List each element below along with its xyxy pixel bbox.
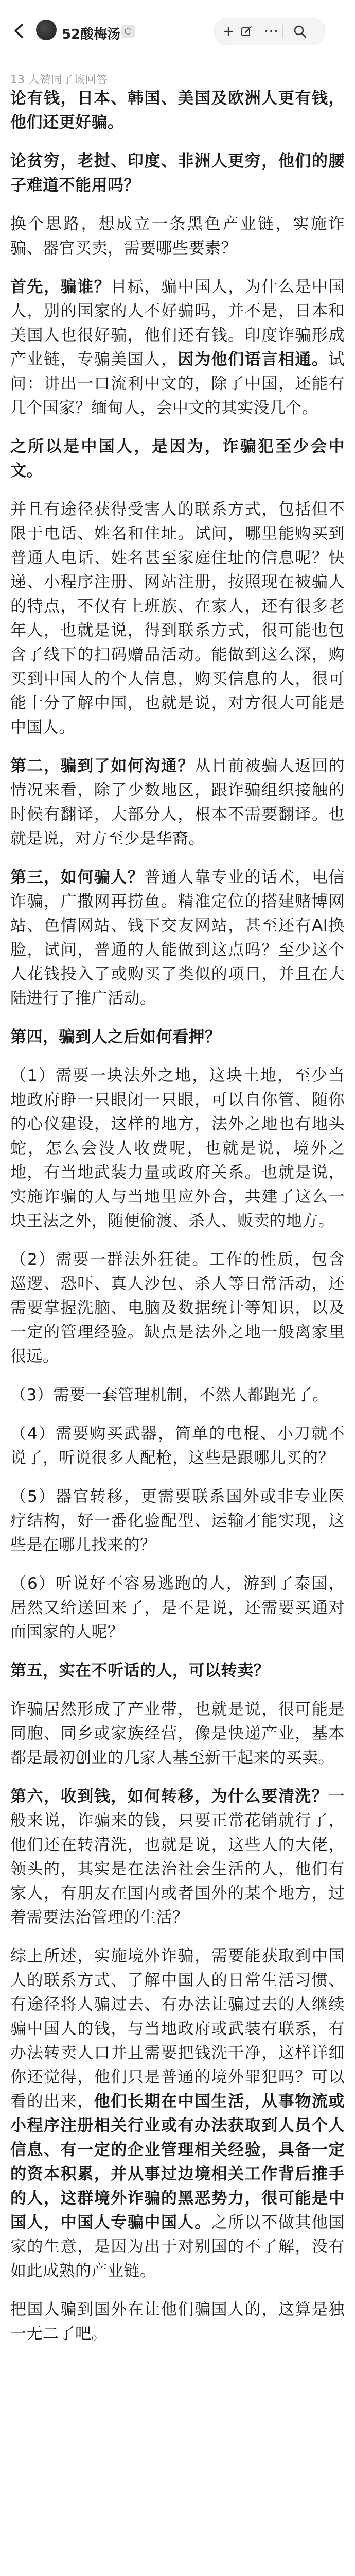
bold-text: 论有钱，日本、韩国、美国及欧洲人更有钱，他们还更好骗。: [10, 89, 345, 132]
answer-paragraph: [10, 1785, 345, 1930]
answer-paragraph: [10, 866, 345, 1011]
body-text: 并且有途径获得受害人的联系方式，包括但不限于电话、姓名和住址。试问，哪里能购买到普通人电话、姓名甚至家庭住址的信息呢？快递、小程序注册、网站注册，按照现在被骗人的特点，不仅有上班族、在家人，还有很多老年人，也就是说，得到联系方式，很可能也包含了线下的扫码赠品活动。能做到这么深，购买到中国人的个人信息，购买信息的人，很可能十分了解中国，也就是说，对方很大可能是中国人。: [10, 500, 345, 737]
author-name[interactable]: 52酸梅汤: [62, 27, 121, 42]
body-text: （6）听说好不容易逃跑的人，游到了泰国，居然又给送回来了，是不是说，还需要买通对面国家的人呢？: [10, 1574, 345, 1641]
more-icon[interactable]: ⋯: [264, 22, 278, 39]
top-bar: [0, 0, 355, 62]
body-text: （3）需要一套管理机制，不然人都跑光了。: [10, 1386, 329, 1404]
answer-paragraph: [10, 435, 345, 483]
body-text: 把国人骗到国外在让他们骗国人的，这算是独一无二了吧。: [10, 2300, 345, 2343]
bold-text: 第六，收到钱，如何转移，为什么要清洗？: [10, 1787, 329, 1806]
body-text: （4）需要购买武器，简单的电棍、小刀就不说了，听说很多人配枪，这些是跟哪儿买的？: [10, 1425, 345, 1467]
answer-paragraph: [10, 1659, 345, 1683]
answer-paragraph: [10, 754, 345, 851]
answer-paragraph: [10, 149, 345, 198]
body-text: 普通人靠专业的话术，电信诈骗，广撒网再捞鱼。精准定位的搭建赌博网站、色情网站、钱下交友网站，甚至还有AI换脸，试问，普通的人能做到这点吗？至少这个人花钱投入了或购买了类似的项目，并且在大陆进行了推广活动。: [10, 868, 345, 1008]
answer-paragraph: [10, 498, 345, 740]
body-text: 综上所述，实施境外诈骗，需要能获取到中国人的联系方式、了解中国人的日常生活习惯、有途径将人骗过去、有办法让骗过去的人继续骗中国人的钱，与当地政府或武装有联系，有办法转卖人口并且需要把钱洗干净，这样详细你还觉得，他们只是普通的境外罪犯吗？可以看的出来，: [10, 1947, 345, 2111]
answer-body: [10, 87, 345, 2361]
body-text: 从目前被骗人返回的情况来看，除了少数地区，跟诈骗组织接触的时候有翻译，大部分人，根本不需要翻译。也就是说，对方至少是华裔。: [10, 757, 345, 848]
body-text: 诈骗居然形成了产业带，也就是说，很可能是同胞、同乡或家族经营，像是快递产业，基本都是最初创业的几家人基至新干起来的买卖。: [10, 1700, 345, 1767]
bold-text: 他们长期在中国生活，从事物流或小程序注册相关行业或有办法获取到人员个人信息、有一定的企业管理相关经验，具备一定的资本积累，并从事过边境相关工作背后推手的人，这群境外诈骗的黑恶势力，很可能是中国人，中国人专骗中国人。: [10, 2092, 345, 2232]
answer-paragraph: [10, 1248, 345, 1369]
body-text: （2）需要一群法外狂徒。工作的性质，包含巡逻、恐吓、真人沙包、杀人等日常活动，还需要掌握洗脑、电脑及数据统计等知识，以及一定的管理经验。缺点是法外之地一般离家里很远。: [10, 1250, 345, 1366]
bold-text: 之所以是中国人，是因为，诈骗犯至少会中文。: [10, 437, 345, 480]
upvote-count: 13 人赞同了该回答: [10, 74, 108, 87]
bold-text: 第四，骗到人之后如何看押？: [10, 1028, 221, 1046]
bold-text: 第二，骗到了如何沟通？: [10, 757, 195, 775]
search-icon[interactable]: [293, 24, 307, 39]
action-capsule: [214, 18, 325, 45]
answer-paragraph: [10, 1383, 345, 1408]
body-text: 目标，骗中国人，为什么是中国人，别的国家的人不好骗吗，并不是，日本和美国人也很好骗，他们还有钱。印度诈骗形成产业链，专骗美国人，: [10, 278, 345, 369]
back-arrow-icon[interactable]: [9, 21, 30, 41]
answer-paragraph: [10, 1422, 345, 1470]
body-text: 一般来说，诈骗来的钱，只要正常花销就行了，他们还在转清洗，也就是说，这些人的大佬，领头的，其实是在法治社会生活的人，他们有家人，有朋友在国内或者国外的某个地方，过着需要法治管理的生活？: [10, 1787, 345, 1927]
divider: [282, 25, 283, 38]
body-text: （1）需要一块法外之地，这块土地，至少当地政府睁一只眼闭一只眼，可以自你管、随你的心仪建设，这样的地方，法外之地也有地头蛇，怎么会没人收费呢，也就是说，境外之地，有当地武装力量或政府关系。也就是说，实施诈骗的人与当地里应外合，共建了这么一块王法之外，随便偷渡、杀人、贩卖的地方。: [10, 1066, 345, 1230]
follow-plus-icon[interactable]: +: [223, 24, 234, 39]
answer-paragraph: [10, 275, 345, 420]
body-text: 之所以不做其他国家的生意，是因为出于对别国的不了解，没有如此成熟的产业链。: [10, 2213, 345, 2280]
answer-paragraph: [10, 1698, 345, 1770]
edit-icon[interactable]: [240, 25, 253, 38]
author-badge-icon: ⬡: [121, 25, 135, 38]
answer-paragraph: [10, 1064, 345, 1233]
answer-paragraph: [10, 2298, 345, 2346]
body-text: （5）器官转移，更需要联系国外或非专业医疗结构，好一番化验配型、运输才能实现，这些是在哪儿找来的？: [10, 1487, 345, 1554]
body-text: 换个思路，想成立一条黑色产业链，实施诈骗、器官买卖，需要哪些要素？: [10, 215, 345, 258]
bold-text: 第三，如何骗人？: [10, 868, 145, 887]
answer-paragraph: [10, 1944, 345, 2283]
answer-paragraph: [10, 1572, 345, 1645]
bold-text: 第五，实在不听话的人，可以转卖？: [10, 1662, 270, 1680]
body-text: 试问：讲出一口流利中文的，除了中国，还能有几个国家？缅甸人，会中文的其实没几个。: [10, 350, 345, 417]
answer-paragraph: [10, 1025, 345, 1049]
bold-text: 因为他们语言相通。: [177, 350, 329, 369]
bold-text: 首先，骗谁？: [10, 278, 111, 296]
answer-paragraph: [10, 1485, 345, 1557]
avatar[interactable]: [36, 20, 57, 40]
answer-paragraph: [10, 212, 345, 261]
bold-text: 论贫穷，老挝、印度、非洲人更穷，他们的腰子难道不能用吗？: [10, 152, 345, 195]
answer-paragraph: [10, 87, 345, 135]
